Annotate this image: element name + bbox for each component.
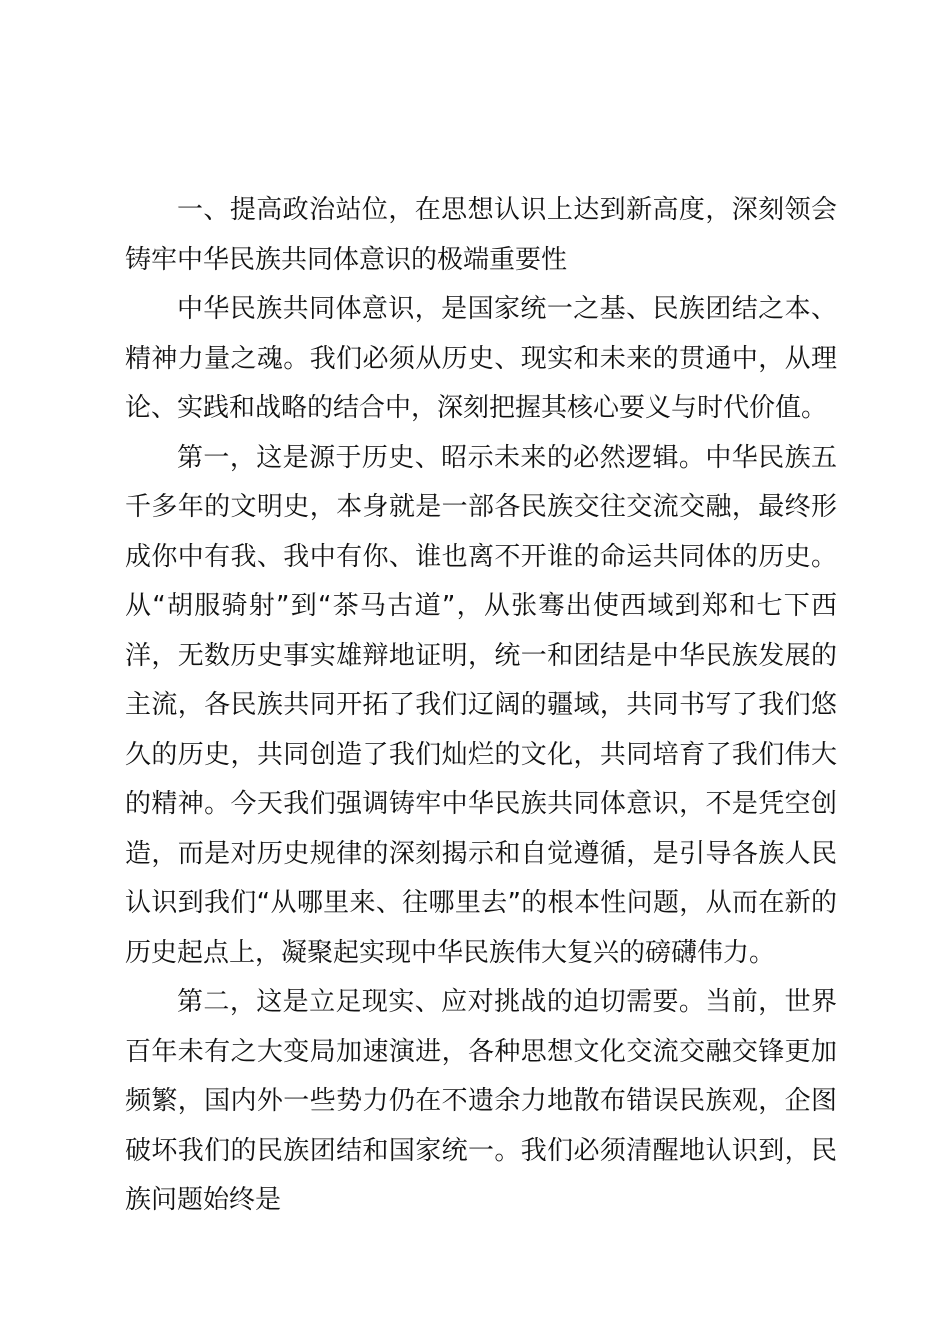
- section-heading: 一、提高政治站位，在思想认识上达到新高度，深刻领会铸牢中华民族共同体意识的极端重要性: [125, 195, 837, 275]
- intro-paragraph: 中华民族共同体意识，是国家统一之基、民族团结之本、精神力量之魂。我们必须从历史、现实和未来的贯通中，从理论、实践和战略的结合中，深刻把握其核心要义与时代价值。: [125, 294, 837, 423]
- second-point-paragraph: 第二，这是立足现实、应对挑战的迫切需要。当前，世界百年未有之大变局加速演进，各种思想文化交流交融交锋更加频繁，国内外一些势力仍在不遗余力地散布错误民族观，企图破坏我们的民族团结和国家统一。我们必须清醒地认识到，民族问题始终是: [125, 987, 837, 1215]
- document-body: [125, 186, 837, 1226]
- first-point-paragraph: 第一，这是源于历史、昭示未来的必然逻辑。中华民族五千多年的文明史，本身就是一部各民族交往交流交融，最终形成你中有我、我中有你、谁也离不开谁的命运共同体的历史。从“胡服骑射”到“茶马古道”，从张骞出使西域到郑和七下西洋，无数历史事实雄辩地证明，统一和团结是中华民族发展的主流，各民族共同开拓了我们辽阔的疆域，共同书写了我们悠久的历史，共同创造了我们灿烂的文化，共同培育了我们伟大的精神。今天我们强调铸牢中华民族共同体意识，不是凭空创造，而是对历史规律的深刻揭示和自觉遵循，是引导各族人民认识到我们“从哪里来、往哪里去”的根本性问题，从而在新的历史起点上，凝聚起实现中华民族伟大复兴的磅礴伟力。: [125, 442, 837, 968]
